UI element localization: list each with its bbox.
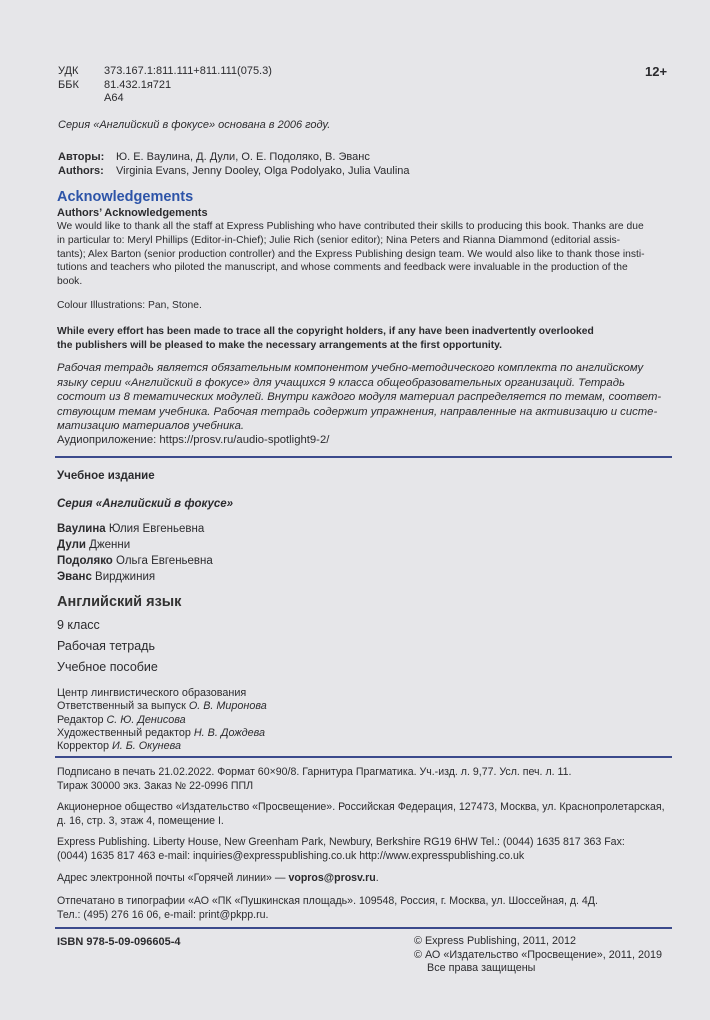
staff-block	[57, 687, 267, 753]
series-founded: Серия «Английский в фокусе» основана в 2006 году.	[58, 119, 331, 131]
staff-row	[57, 727, 267, 740]
acknowledgements-subtitle: Authors’ Acknowledgements	[57, 207, 208, 219]
acknowledgements-title: Acknowledgements	[57, 189, 194, 205]
staff-row	[57, 700, 267, 713]
description-line: ствующим темам учебника. Рабочая тетрадь содержит упражнения, направленные на активизацию и систе-	[57, 405, 658, 418]
author-name: Вирджиния	[95, 571, 156, 583]
copyright-line: Все права защищены	[427, 962, 536, 975]
book-type: Рабочая тетрадь	[57, 639, 155, 653]
author-entry	[57, 569, 213, 585]
printing-line: Отпечатано в типографии «АО «ПК «Пушкинская площадь». 109548, Россия, г. Москва, ул. Шоссейная, д. 4Д.	[57, 895, 598, 907]
staff-role: Центр лингвистического образования	[57, 687, 247, 699]
authors-en	[58, 165, 410, 179]
author-name: Дженни	[89, 539, 131, 551]
description-line: матизацию материалов учебника.	[57, 420, 245, 433]
authors-block	[58, 151, 410, 178]
classification-block	[58, 65, 272, 106]
author-surname: Подоляко	[57, 555, 113, 567]
staff-role: Ответственный за выпуск	[57, 700, 186, 713]
publisher-line: Акционерное общество «Издательство «Просвещение». Российская Федерация, 127473, Москва, ул. Краснопролетарская,	[57, 801, 665, 813]
author-entry	[57, 537, 213, 553]
staff-role: Художественный редактор	[57, 726, 191, 739]
code-row	[58, 92, 272, 106]
express-line: Express Publishing. Liberty House, New Greenham Park, Newbury, Berkshire RG19 6HW Tel.: (0044) 1635 817 363 Fax:	[57, 836, 625, 848]
author-surname: Эванс	[57, 571, 92, 583]
audio-link: Аудиоприложение: https://prosv.ru/audio-spotlight9-2/	[57, 434, 330, 446]
ack-line: We would like to thank all the staff at Express Publishing who have contributed their skills to producing this book. Thanks are due	[57, 221, 644, 232]
illustrations-credit: Colour Illustrations: Pan, Stone.	[57, 300, 202, 311]
divider	[55, 927, 672, 929]
copyright-notice-line: While every effort has been made to trace all the copyright holders, if any have been inadvertently overlooked	[57, 326, 594, 337]
ack-line: tants); Alex Barton (senior production controller) and the Express Publishing design team. We would also like to thank those insti-	[57, 248, 645, 260]
authors-full-names	[57, 521, 213, 585]
age-rating: 12+	[645, 64, 668, 79]
hotline: Адрес электронной почты «Горячей линии» — vopros@prosv.ru.	[57, 872, 379, 884]
author-entry	[57, 521, 213, 537]
author-surname: Ваулина	[57, 523, 106, 535]
author-name: Ольга Евгеньевна	[116, 555, 213, 567]
staff-person: И. Б. Окунева	[112, 740, 181, 753]
printing-house	[57, 895, 598, 923]
ack-line: tutions and teachers who piloted the manuscript, and whose comments and feedback were invaluable in the production of the	[57, 262, 628, 274]
ack-line: in particular to: Meryl Phillips (Editor-in-Chief); Julie Rich (senior editor); Nina Peters and Rianna Diammond (editorial assis-	[57, 234, 621, 246]
printing-line: Тел.: (495) 276 16 06, e-mail: print@pkpp.ru.	[57, 908, 269, 921]
book-code: А64	[104, 92, 124, 104]
description-line: Рабочая тетрадь является обязательным компонентом учебно-методического комплекта по английскому	[57, 362, 644, 374]
staff-person: Н. В. Дождева	[193, 726, 266, 739]
staff-row	[57, 714, 267, 727]
isbn: ISBN 978-5-09-096605-4	[57, 936, 181, 948]
staff-person: О. В. Миронова	[188, 700, 267, 713]
staff-row	[57, 687, 267, 700]
hotline-email: vopros@prosv.ru	[288, 872, 376, 884]
authors-en-value: Virginia Evans, Jenny Dooley, Olga Podolyako, Julia Vaulina	[116, 164, 410, 177]
edition-series: Серия «Английский в фокусе»	[57, 498, 234, 510]
authors-ru-label: Авторы:	[58, 151, 105, 163]
copyright-notice-line: the publishers will be pleased to make the necessary arrangements at the first opportunity.	[57, 340, 502, 351]
edition-type: Учебное издание	[57, 470, 155, 482]
authors-ru	[58, 151, 410, 165]
bbk-label: ББК	[58, 78, 79, 91]
author-name: Юлия Евгеньевна	[108, 523, 205, 535]
description-line: состоит из 8 тематических модулей. Внутри каждого модуля материал распределяется по темам, соответ-	[57, 391, 662, 404]
acknowledgements-text	[57, 220, 645, 289]
express-line: (0044) 1635 817 463 e-mail: inquiries@expresspublishing.co.uk http://www.expresspublishing.co.uk	[57, 849, 525, 862]
authors-ru-value: Ю. Е. Ваулина, Д. Дули, О. Е. Подоляко, В. Эванс	[116, 151, 370, 163]
authors-en-label: Authors:	[58, 164, 104, 177]
ack-line: book.	[57, 276, 83, 288]
description-line: языку серии «Английский в фокусе» для учащихся 9 класса общеобразовательных организаций. Тетрадь	[57, 376, 625, 389]
udk-label: УДК	[58, 65, 79, 77]
udk-value: 373.167.1:811.111+811.111(075.3)	[104, 65, 272, 77]
publisher-address	[57, 801, 665, 829]
bbk-value: 81.432.1я721	[104, 78, 172, 91]
divider	[55, 756, 672, 758]
publisher-line: д. 16, стр. 3, этаж 4, помещение I.	[57, 814, 224, 827]
book-grade: 9 класс	[57, 618, 100, 632]
bbk-row	[58, 79, 272, 93]
print-line: Подписано в печать 21.02.2022. Формат 60×90/8. Гарнитура Прагматика. Уч.-изд. л. 9,77. Усл. печ. л. 11.	[57, 766, 572, 778]
divider	[55, 456, 672, 458]
book-manual: Учебное пособие	[57, 660, 158, 674]
print-line: Тираж 30000 экз. Заказ № 22-0996 ППЛ	[57, 779, 254, 792]
author-entry	[57, 553, 213, 569]
hotline-label: Адрес электронной почты «Горячей линии» —	[57, 872, 286, 884]
staff-role: Корректор	[57, 740, 109, 753]
description-block	[57, 361, 661, 434]
book-title: Английский язык	[57, 594, 182, 610]
staff-row	[57, 740, 267, 753]
express-address	[57, 836, 625, 864]
staff-role: Редактор	[57, 713, 104, 726]
copyright-line: © АО «Издательство «Просвещение», 2011, 2019	[414, 948, 663, 961]
copyright-line: © Express Publishing, 2011, 2012	[414, 935, 577, 947]
udk-row	[58, 65, 272, 79]
author-surname: Дули	[57, 539, 86, 551]
staff-person: С. Ю. Денисова	[106, 713, 186, 726]
copyright-notice	[57, 325, 594, 353]
print-details	[57, 766, 571, 794]
copyright-block	[414, 935, 662, 976]
